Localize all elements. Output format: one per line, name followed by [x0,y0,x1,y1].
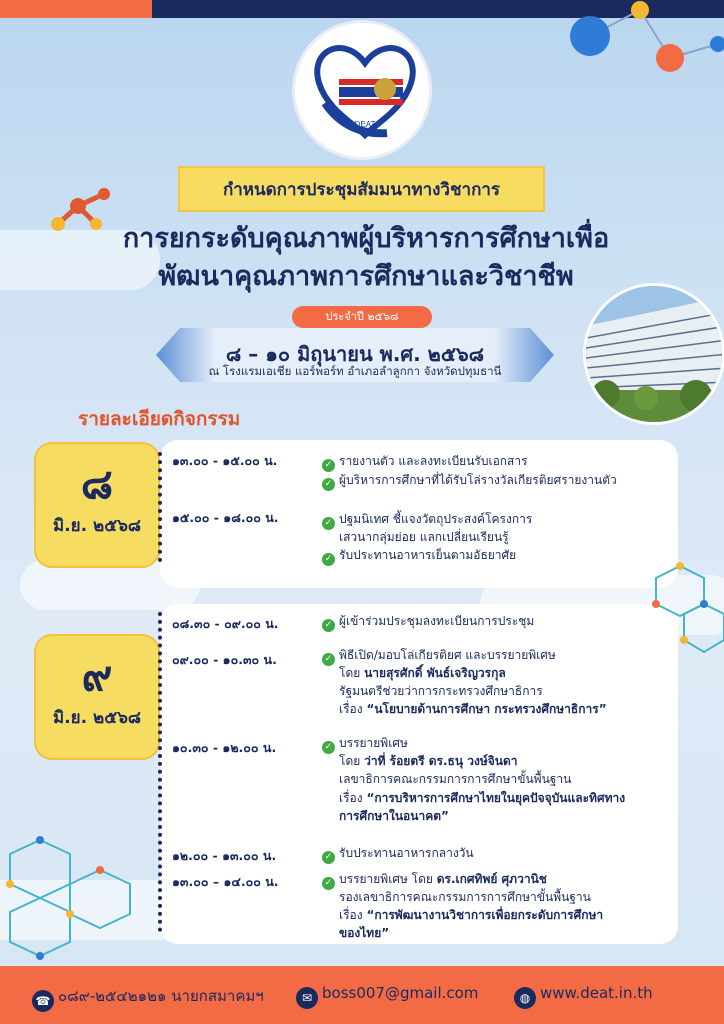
day1-date-tile [34,442,160,568]
email-icon: ✉ [296,987,318,1009]
speaker-position: รองเลขาธิการคณะกรรมการการศึกษาขั้นพื้นฐาน [339,890,591,904]
hotel-building-photo [583,283,724,425]
time-slot: ๐๘.๓๐ - ๐๙.๐๐ น. [172,616,279,631]
phone-text: ๐๘๙-๒๕๔๒๑๒๑ นายกสมาคมฯ [58,987,264,1005]
globe-icon: ◍ [514,987,536,1009]
agenda-item: ✓ ผู้บริหารการศึกษาที่ได้รับโล่รางวัลเกียรติยศรายงานตัว [322,471,617,491]
time-slot: ๑๒.๐๐ - ๑๓.๐๐ น. [172,848,277,863]
topic-box [178,166,545,212]
logo-abbr: DEAT [354,120,376,129]
website-text: www.deat.in.th [540,984,653,1002]
hexagon-decoration-left [0,830,150,960]
check-icon: ✓ [322,459,335,472]
year-badge: ประจำปี ๒๕๖๘ [292,306,432,328]
check-icon: ✓ [322,741,335,754]
date-range: ๘ – ๑๐ มิถุนายน พ.ศ. ๒๕๖๘ [225,342,485,366]
agenda-item: ✓ ผู้เข้าร่วมประชุมลงทะเบียนการประชุม [322,612,534,632]
contact-footer [0,966,724,1024]
agenda-item: ✓ รายงานตัว และลงทะเบียนรับเอกสาร [322,452,528,472]
time-slot: ๐๙.๐๐ - ๑๐.๓๐ น. [172,652,277,667]
speaker-position: รัฐมนตรีช่วยว่าการกระทรวงศึกษาธิการ [339,684,543,698]
day2-number: ๙ [81,651,113,700]
time-slot: ๑๓.๐๐ - ๑๕.๐๐ น. [172,453,278,468]
activity-details-heading: รายละเอียดกิจกรรม [78,408,241,430]
check-icon: ✓ [322,877,335,890]
day1-number: ๘ [80,459,114,508]
time-slot: ๑๐.๓๐ - ๑๒.๐๐ น. [172,740,277,755]
agenda-item: ✓ บรรยายพิเศษ โดย ดร.เกศทิพย์ ศุภวานิช [322,870,547,890]
day1-month: มิ.ย. ๒๕๖๘ [53,516,141,536]
day2-dotted-line [158,612,162,932]
topic-line-continued: ของไทย” [339,926,390,940]
topic-label: กำหนดการประชุมสัมมนาทางวิชาการ [222,180,501,200]
day2-date-tile [34,634,160,760]
time-slot: ๑๓.๐๐ – ๑๔.๐๐ น. [172,874,279,889]
footer-website[interactable] [514,984,653,1009]
footer-email[interactable] [296,984,478,1009]
check-icon: ✓ [322,553,335,566]
time-slot: ๑๕.๐๐ - ๑๘.๐๐ น. [172,510,279,525]
association-logo [292,20,432,160]
agenda-item: ✓ พิธีเปิด/มอบโล่เกียรติยศ และบรรยายพิเศษ [322,646,556,666]
topic-line-continued: การศึกษาในอนาคต” [339,809,449,823]
check-icon: ✓ [322,851,335,864]
topic-line: เรื่อง “การบริหารการศึกษาไทยในยุคปัจจุบันและทิศทาง [339,791,626,805]
check-icon: ✓ [322,653,335,666]
agenda-item: ✓ ปฐมนิเทศ ชี้แจงวัตถุประสงค์โครงการ [322,510,532,530]
speaker-line: โดย ว่าที่ ร้อยตรี ดร.ธนุ วงษ์จินดา [339,754,518,768]
email-text: boss007@gmail.com [322,984,479,1002]
top-accent-bar [0,0,152,18]
agenda-item: ✓ รับประทานอาหารเย็นตามอัธยาศัย [322,546,516,566]
venue-text: ณ โรงแรมเอเชีย แอร์พอร์ท อำเภอลำลูกกา จังหวัดปทุมธานี [208,364,502,378]
day2-month: มิ.ย. ๒๕๖๘ [53,708,141,728]
event-title [96,220,636,296]
footer-phone[interactable] [32,984,264,1012]
check-icon: ✓ [322,619,335,632]
hexagon-decoration-right [640,560,724,670]
title-line-2: พัฒนาคุณภาพการศึกษาและวิชาชีพ [158,261,574,292]
molecule-decoration-top [560,0,724,80]
check-icon: ✓ [322,478,335,491]
topic-line: เรื่อง “การพัฒนางานวิชาการเพื่อยกระดับการศึกษา [339,908,604,922]
topic-line: เรื่อง “นโยบายด้านการศึกษา กระทรวงศึกษาธิการ” [339,702,607,716]
agenda-item: ✓ บรรยายพิเศษ [322,734,408,754]
speaker-position: เลขาธิการคณะกรรมการการศึกษาขั้นพื้นฐาน [339,772,572,786]
check-icon: ✓ [322,517,335,530]
phone-icon: ☎ [32,990,54,1012]
title-line-1: การยกระดับคุณภาพผู้บริหารการศึกษาเพื่อ [122,223,610,254]
speaker-line: โดย นายสุรศักดิ์ พันธ์เจริญวรกุล [339,666,506,680]
day1-dotted-line [158,452,162,562]
agenda-item-continued: เสวนากลุ่มย่อย แลกเปลี่ยนเรียนรู้ [339,530,509,544]
agenda-item: ✓ รับประทานอาหารกลางวัน [322,844,474,864]
